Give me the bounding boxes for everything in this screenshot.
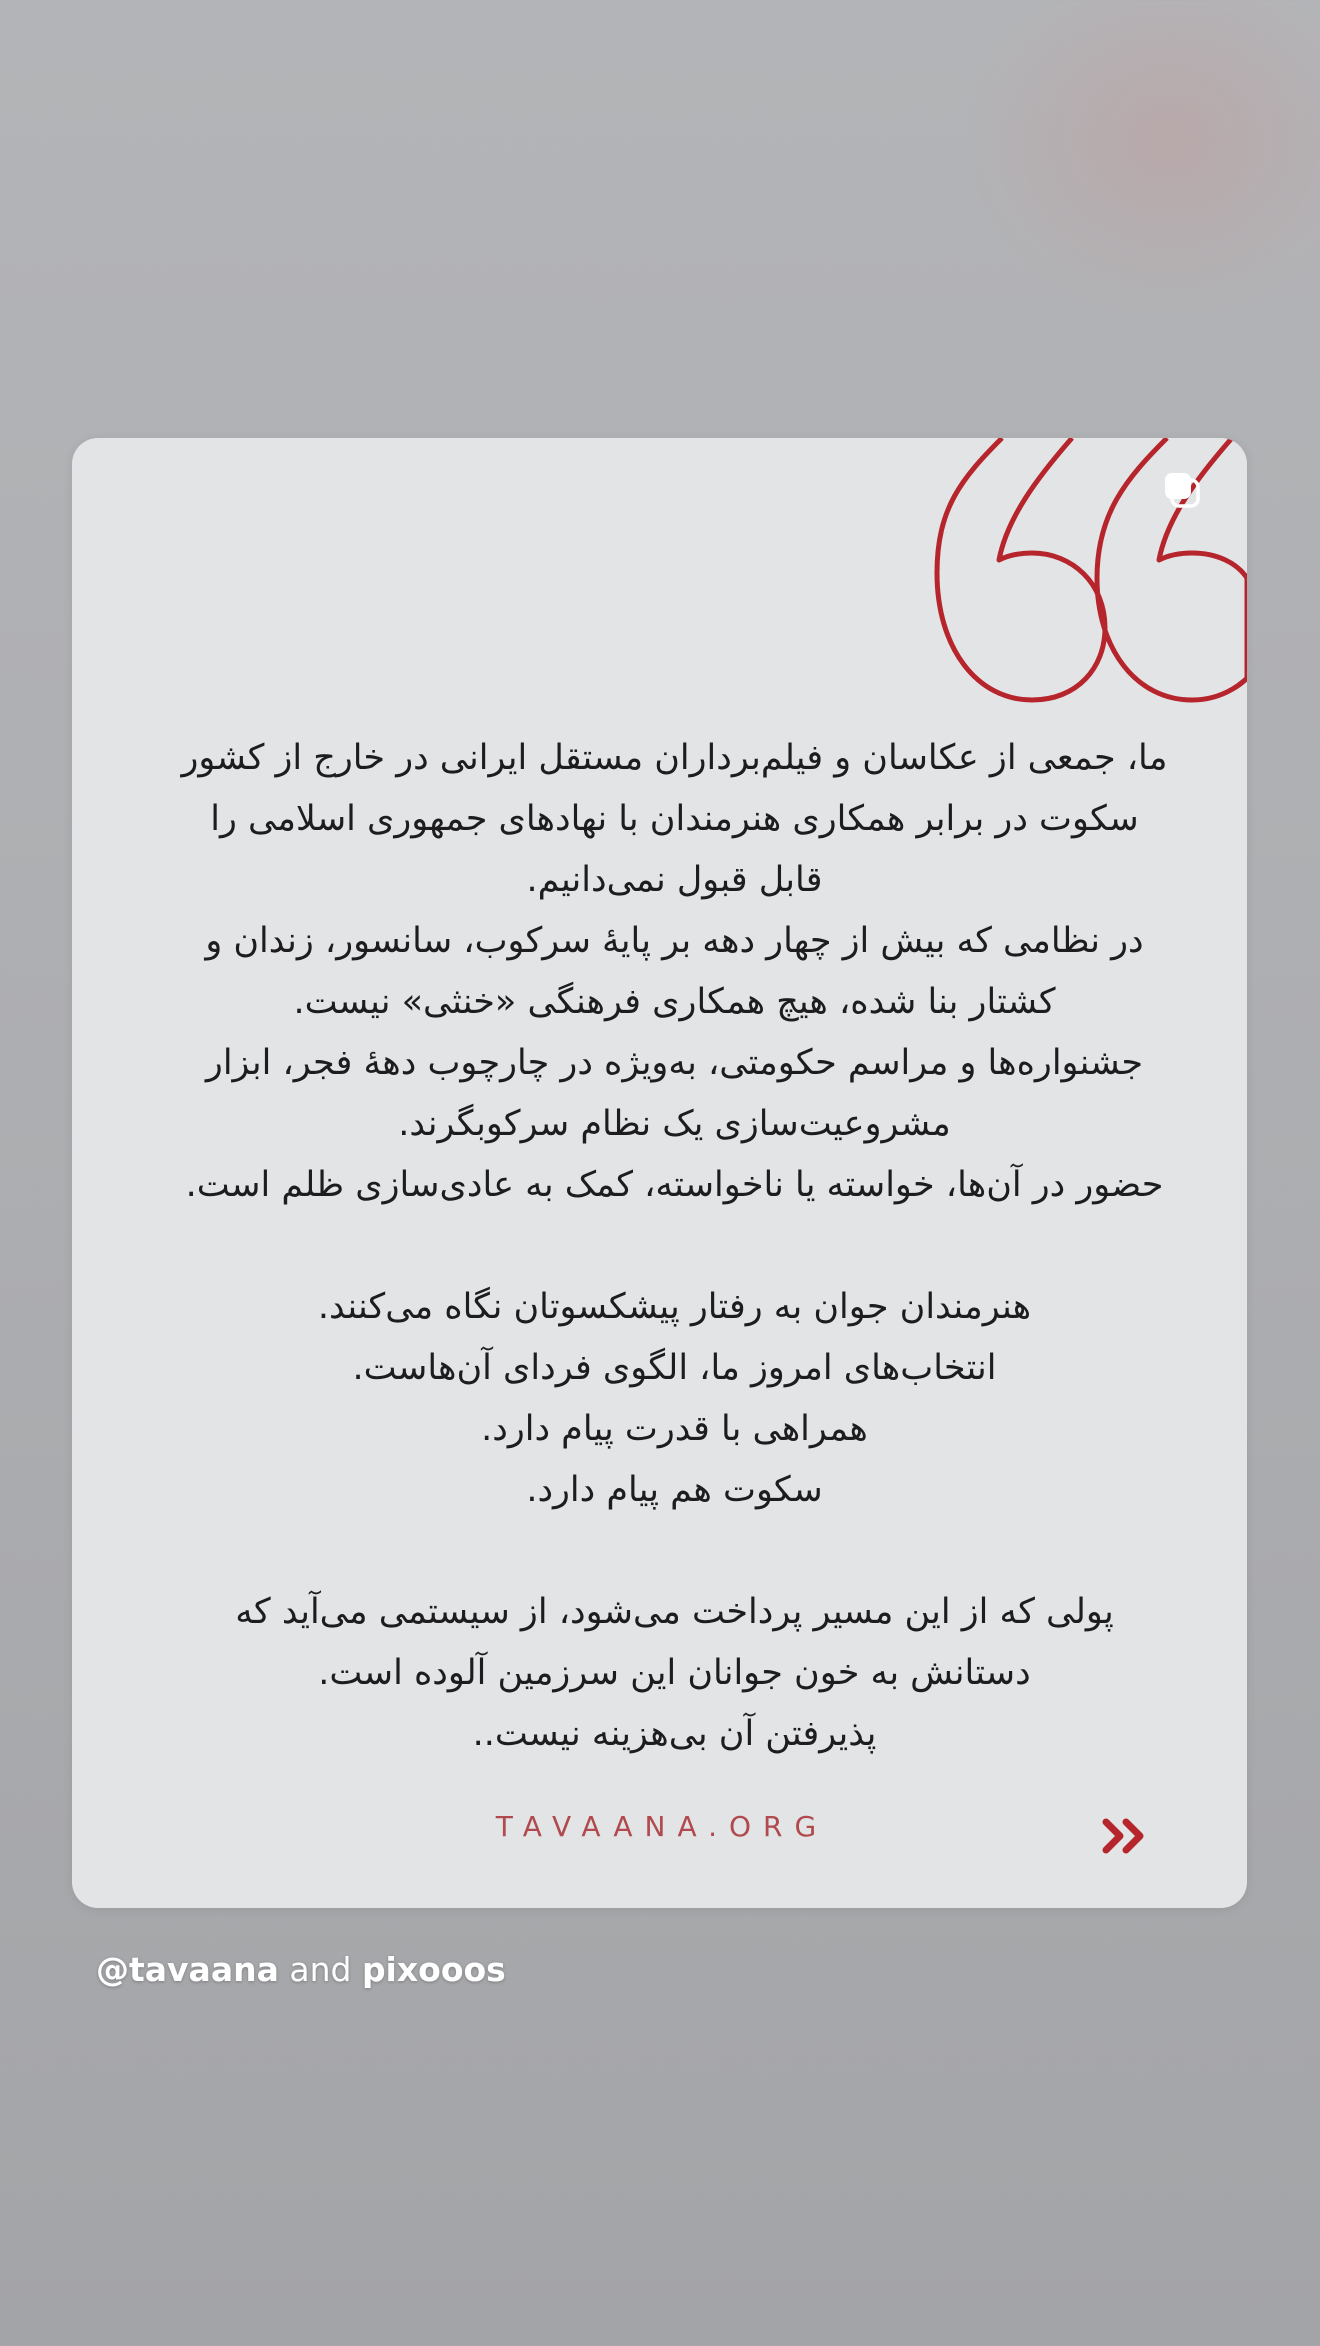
text-line: سکوت در برابر همکاری هنرمندان با نهادهای جمهوری اسلامی را — [210, 799, 1139, 839]
text-line: در نظامی که بیش از چهار دهه بر پایهٔ سرکوب، سانسور، زندان و — [205, 921, 1144, 961]
text-line: پذیرفتن آن بی‌هزینه نیست.. — [472, 1714, 877, 1754]
credit-conjunction: and — [278, 1950, 362, 1989]
mention-tavaana[interactable]: @tavaana — [96, 1950, 279, 1989]
text-line: حضور در آن‌ها، خواسته یا ناخواسته، کمک به عادی‌سازی ظلم است. — [185, 1165, 1164, 1205]
text-line: همراهی با قدرت پیام دارد. — [481, 1409, 868, 1449]
text-line: پولی که از این مسیر پرداخت می‌شود، از سیستمی می‌آید که — [235, 1592, 1114, 1632]
story-credit[interactable] — [96, 1950, 506, 1989]
copy-icon[interactable] — [1160, 468, 1206, 514]
website-label: TAVAANA.ORG — [495, 1810, 829, 1843]
post-text — [102, 728, 1247, 1765]
paragraph-gap — [102, 1216, 1247, 1277]
text-line: هنرمندان جوان به رفتار پیشکسوتان نگاه می‌کنند. — [317, 1287, 1032, 1327]
shared-post-card[interactable] — [72, 438, 1247, 1908]
text-line: انتخاب‌های امروز ما، الگوی فردای آن‌هاست. — [352, 1348, 997, 1388]
double-chevron-right-icon[interactable] — [1100, 1816, 1150, 1856]
text-line: مشروعیت‌سازی یک نظام سرکوبگرند. — [398, 1104, 951, 1144]
text-line: دستانش به خون جوانان این سرزمین آلوده است. — [318, 1653, 1031, 1693]
text-line: سکوت هم پیام دارد. — [526, 1470, 823, 1510]
background-blur — [960, 0, 1320, 320]
text-line: جشنواره‌ها و مراسم حکومتی، به‌ویژه در چارچوب دههٔ فجر، ابزار — [205, 1043, 1144, 1083]
text-line: کشتار بنا شده، هیچ همکاری فرهنگی «خنثی» نیست. — [293, 982, 1056, 1022]
text-line: ما، جمعی از عکاسان و فیلم‌برداران مستقل ایرانی در خارج از کشور — [181, 738, 1168, 778]
text-line: قابل قبول نمی‌دانیم. — [526, 860, 823, 900]
mention-pixooos[interactable]: pixooos — [361, 1950, 506, 1989]
paragraph-gap — [102, 1521, 1247, 1582]
